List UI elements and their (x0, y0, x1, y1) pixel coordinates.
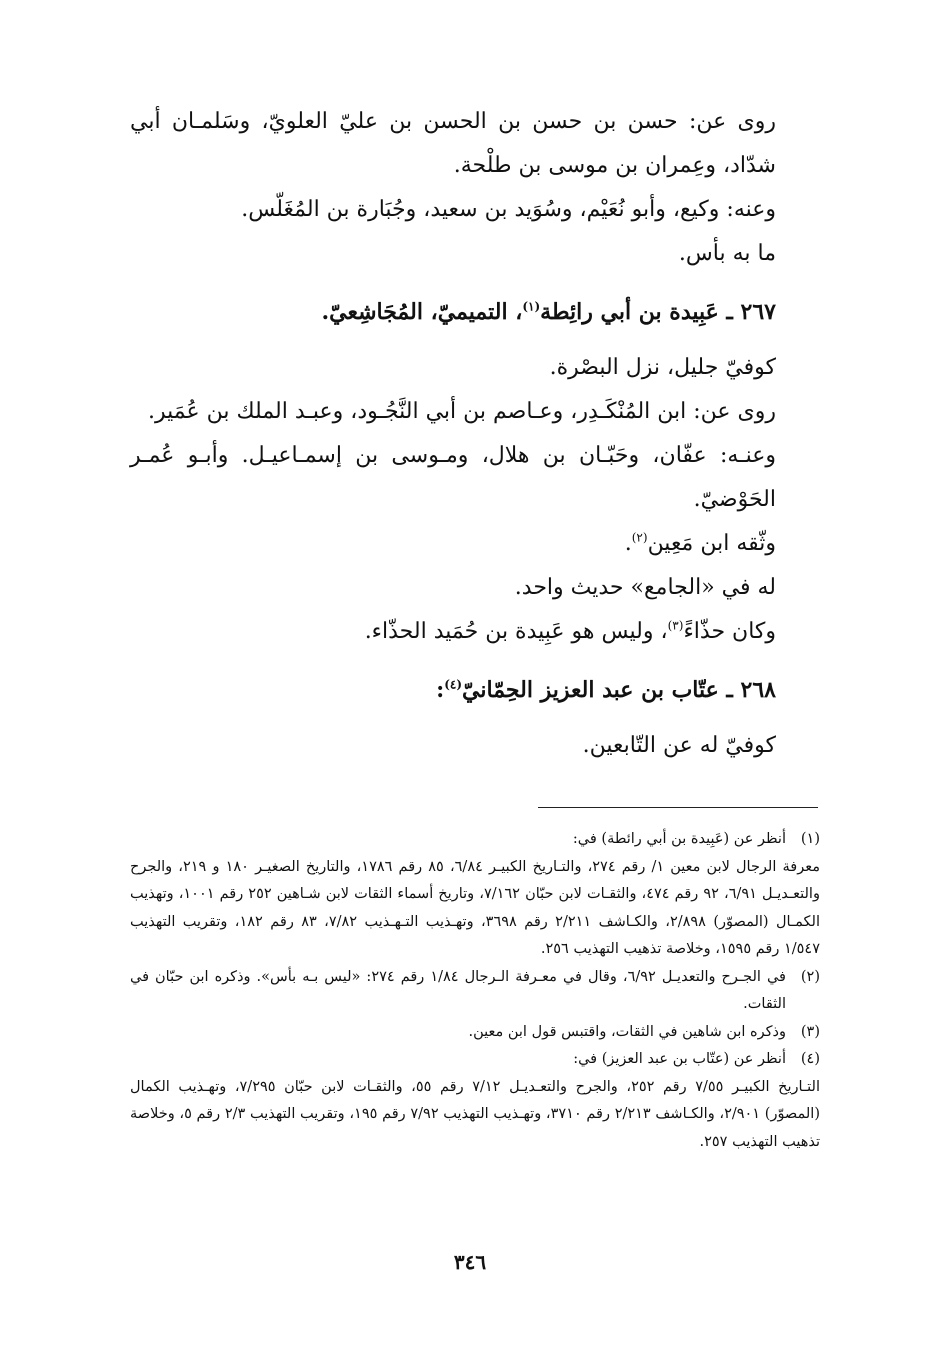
thiqa-end: . (624, 531, 632, 556)
page-number: ٣٤٦ (453, 1250, 487, 1274)
footnote-ref: (١) (522, 299, 541, 314)
narration-line: كوفيّ جليل، نزل البصْرة. (549, 355, 776, 380)
narration-line: وعنه: وكيع، وأبو نُعَيْم، وسُوَيد بن سعيد، وجُبَارة بن المُغَلّس. (241, 197, 776, 222)
narration-line: له في «الجامع» حديث واحد. (514, 575, 776, 600)
main-text (130, 100, 820, 768)
footnote-ref: (٤) (444, 677, 463, 692)
footnote-divider (538, 807, 818, 808)
footnote-number: (٣) (800, 1023, 820, 1040)
footnote-3 (130, 1019, 820, 1047)
narration-line: كوفيّ له عن التّابعين. (582, 733, 776, 758)
footnote-heading: أنظر عن (عتّاب بن عبد العزيز) في: (573, 1051, 786, 1067)
footnote-text: وذكره ابن شاهين في الثقات، واقتبس قول ابن معين. (468, 1023, 786, 1040)
footnote-4-body: التـاريخ الكبيـر ٧/٥٥ رقم ٢٥٢، والجرح والتعـديـل ٧/١٢ رقم ٥٥، والثقـات لابن حبّان ٧/٢٩٥، وتهـذيب الكمال (المصوّر) ٢/٩٠١، والكـاشف ٢/٢١٣ رقم ٣٧١٠، وتهـذيب التهذيب ٧/٩٢ رقم ١٩٥، وتقريب التهذيب ٢/٣ رقم ٥، وخلاصة تذهيب التهذيب ٢٥٧. (130, 1078, 820, 1150)
entry-267-title: ٢٦٧ ـ عَبِيدة بن أبي رائِطة (540, 299, 776, 325)
footnote-1-body: معرفة الرجال لابن معين ١/ رقم ٢٧٤، والتـاريخ الكبيـر ٦/٨٤، ٨٥ رقم ١٧٨٦، والتاريخ الصغيـر ١٨٠ و ٢١٩، والجرح والتعـديـل ٦/٩١، ٩٢ رقم ٤٧٤، والثقـات لابن حبّان ٧/١٦٢، وتاريخ أسماء الثقات لابن شـاهين ٢٥٢ رقم ١٠٠١، وتهذيب الكمـال (المصوّر) ٢/٨٩٨، والكـاشف ٢/٢١١ رقم ٣٦٩٨، وتهـذيب التـهـذيب ٧/٨٢، ٨٣ رقم ١٨٢، وتقريب التهذيب ١/٥٤٧ رقم ١٥٩٥، وخلاصة تذهيب التهذيب ٢٥٦. (130, 858, 820, 957)
footnote-number: (٢) (800, 968, 820, 985)
footnote-1 (130, 826, 820, 854)
entry-267-heading (130, 288, 820, 336)
entry-268-heading (130, 666, 820, 714)
narration-line: ما به بأس. (678, 241, 776, 266)
footnote-heading: أنظر عن (عَبِيدة بن أبي رائطة) في: (572, 831, 786, 847)
footnotes (130, 826, 820, 1156)
narration-line (130, 610, 820, 654)
hadha-post: ، وليس هو عَبِيدة بن حُمَيد الحذّاء. (364, 619, 668, 644)
footnote-text: في الجـرح والتعديـل ٦/٩٢، وقال في معـرفة الـرجال ١/٨٤ رقم ٢٧٤: «ليس بـه بأس». وذكره ابن حبّان في الثقات. (130, 968, 786, 1012)
narration-line: روى عن: ابن المُنْكَـدِر، وعـاصم بن أبي النَّجُـود، وعبـد الملك بن عُمَير. (148, 399, 776, 424)
footnote-2 (130, 964, 820, 1019)
footnote-ref: (٣) (667, 618, 684, 633)
hadha-pre: وكان حذّاءً (683, 619, 776, 644)
footnote-ref: (٢) (631, 530, 648, 545)
thiqa-text: وثّقه ابن مَعِين (647, 531, 776, 556)
narration-line: روى عن: حسن بن حسن بن الحسن بن عليّ العلويّ، وسَلمـان أبي شدّاد، وعِمران بن موسى بن طلْحة. (130, 109, 776, 178)
narration-line: وعنـه: عفّان، وحَبّـان بن هلال، ومـوسى بن إسمـاعيـل. وأبـو عُمـر الحَوْضيّ. (130, 443, 776, 512)
entry-267-title-rest: ، التميميّ، المُجَاشِعيّ. (321, 299, 523, 325)
footnote-number: (١) (800, 831, 820, 847)
narration-line (130, 522, 820, 566)
entry-268-title: ٢٦٨ ـ عتّاب بن عبد العزيز الحِمّانيّ (462, 677, 776, 703)
footnote-number: (٤) (800, 1051, 820, 1067)
entry-268-title-rest: : (436, 677, 445, 703)
footnote-4 (130, 1046, 820, 1074)
